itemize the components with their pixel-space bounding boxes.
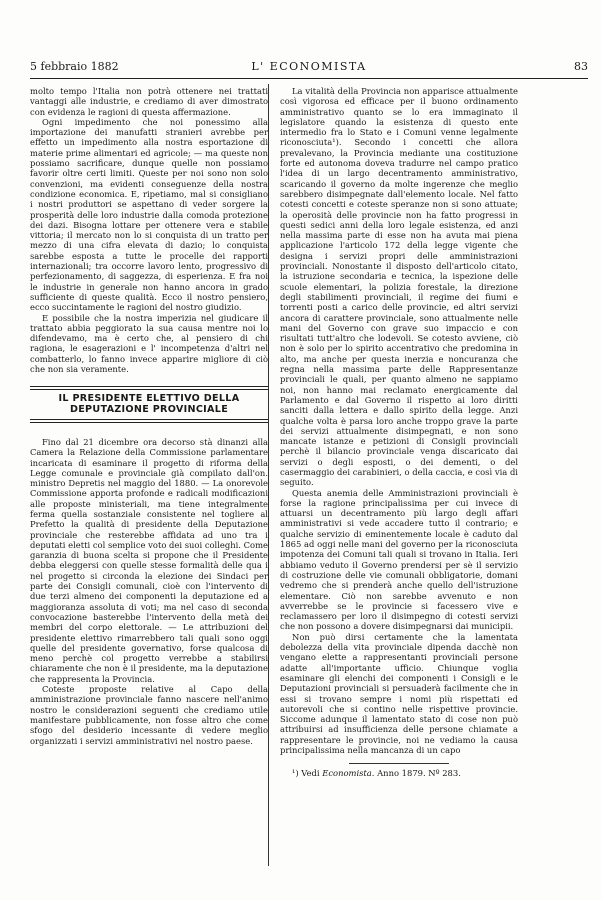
paragraph: Coteste proposte relative al Capo della amministrazione provinciale fanno nascere nell'animo nostro le considerazioni seguenti che crediamo utile manifestare pubblicamente, non fosse altro che come sfogo del desiderio incessante di vedere meglio organizzati i servizi amministrativi nel nostro paese. xyxy=(30,684,268,746)
footnote-rule xyxy=(349,763,449,764)
issue-date: 5 febbraio 1882 xyxy=(30,60,119,73)
paragraph: Fino dal 21 dicembre ora decorso stà dinanzi alla Camera la Relazione della Commissione parlamentare incaricata di esaminare il progetto di riforma della Legge comunale e provinciale già compilato dall'on. ministro Depretis nel maggio del 1880. — La onorevole Commissione apporta profonde e radicali modificazioni alle proposte ministeriali, ma tiene integralmente ferma quella sostanziale consistente nel togliere al Prefetto la qualità di presidente della Deputazione provinciale che resterebbe affidata ad uno tra i deputati eletti col semplice voto dei suoi colleghi. Come garanzia di buona scelta si propone che il Presidente debba eleggersi con quelle stesse formalità delle qua i nel progetto si circonda la elezione dei Sindaci per parte dei Consigli comunali, cioè con l'intervento di due terzi almeno dei componenti la deputazione ed a maggioranza assoluta di voti; ma nel caso di seconda convocazione basterebbe l'intervento della metà dei membri del corpo elettorale. — Le attribuzioni del presidente elettivo rimarrebbero tali quali sono oggi quelle del presidente governativo, forse qualcosa di meno perchè col progetto verrebbe a stabilirsi chiaramente che non è il presidente, ma la deputazione che rappresenta la Provincia. xyxy=(30,436,268,684)
paragraph: La vitalità della Provincia non apparisce attualmente così vigorosa ed efficace per il buono ordinamento amministrativo quanto se lo era immaginato il legislatore quando la esistenza di questo ente intermedio fra lo Stato e i Comuni venne legalmente riconosciuta¹). Secondo i concetti che allora prevalevano, la Provincia mediante una costituzione forte ed autonoma doveva tradurre nel campo pratico l'idea di un largo decentramento amministrativo, scaricando il governo da molte ingerenze che meglio sarebbero disimpegnate dall'elemento locale. Nel fatto cotesti concetti e coteste speranze non si sono attuate; la operosità delle provincie non ha fatto progressi in questi sedici anni della loro legale esistenza, ed anzi nella massima parte di esse non ha avuta mai piena applicazione l'articolo 172 della legge vigente che designa i servizi propri delle amministrazioni provinciali. Nonostante il disposto dell'articolo citato, la istruzione secondaria e tecnica, la ispezione delle scuole elementari, la polizia forestale, la direzione degli stabilimenti provinciali, il regime dei fiumi e torrenti posti a carico delle provincie, ed altri servizi ancora di carattere provinciale, sono attualmente nelle mani del Governo con grave suo impaccio e con risultati tutt'altro che lodevoli. Se cotesto avviene, ciò non è solo per lo spirito accentrativo che predomina in alto, ma anche per questa inerzia e noncuranza che regna nella massima parte delle Rappresentanze provinciali le quali, per quanto almeno ne sappiamo noi, non hanno mai reclamato energicamente dal Parlamento e dal Governo il rispetto ai loro diritti sanciti dalla lettera e dallo spirito della legge. Anzi qualche volta è parsa loro anche troppo grave la parte dei servizi attualmente disimpegnati, e non sono mancate istanze e petizioni di Consigli provinciali perchè il bilancio provinciale venga discaricato dai servizi o degli esposti, o dei dementi, o del casermaggio dei carabinieri, o della caccia, e così via di seguito. xyxy=(280,86,518,488)
right-column xyxy=(280,86,518,779)
column-divider xyxy=(268,84,269,866)
journal-title: L' ECONOMISTA xyxy=(251,60,367,73)
paragraph: Non può dirsi certamente che la lamentata debolezza della vita provinciale dipenda dacchè non vengano elette a rappresentanti provinciali persone adatte all'importante ufficio. Chiunque voglia esaminare gli elenchi dei componenti i Consigli e le Deputazioni provinciali si persuaderà facilmente che in essi si trovano sempre i nomi più rispettati ed autorevoli che si contino nelle rispettive provincie. Siccome adunque il lamentato stato di cose non può attribuirsi ad insufficienza delle persone chiamate a rappresentare le provincie, noi ne vediamo la causa principalissima nella mancanza di un capo xyxy=(280,631,518,755)
section-heading-box xyxy=(30,386,268,423)
footnote-prefix: ¹) Vedi xyxy=(292,768,323,779)
paragraph: Ogni impedimento che noi ponessimo alla importazione dei manufatti stranieri avrebbe per effetto un impedimento alla nostra esportazione di materie prime alimentari ed agricole; — ma queste non possiamo sacrificare, dunque quelle non possiamo favorir oltre certi limiti. Queste per noi sono non solo convenzioni, ma evidenti conseguenze della nostra condizione economica. E, ripetiamo, mal si consigliano i nostri produttori se aspettano di veder sorgere la prosperità delle loro industrie dalla comoda protezione dei dazi. Bisogna lottare per ottenere vera e stabile vittoria; il mercato non lo si conquista di un tratto per mezzo di una cifra elevata di dazio; lo conquista sarebbe esposta a tutte le procelle dei rapporti internazionali; tra occorre lavoro lento, progressivo di perfezionamento, di saggezza, di esperienza. E fra noi le industrie in generale non hanno ancora in grado sufficiente di queste qualità. Ecco il nostro pensiero, ecco succintamente le ragioni del nostro giudizio. xyxy=(30,116,268,313)
footnote-reference: . Anno 1879. Nº 283. xyxy=(371,768,461,779)
section-title: IL PRESIDENTE ELETTIVO DELLA DEPUTAZIONE PROVINCIALE xyxy=(58,393,240,415)
left-column xyxy=(30,86,268,746)
page-number: 83 xyxy=(574,60,588,73)
footnote-journal: Economista xyxy=(322,768,372,779)
header-rule xyxy=(30,78,588,79)
footnote xyxy=(280,768,518,778)
paragraph: molto tempo l'Italia non potrà ottenere nei trattati vantaggi alle industrie, e crediamo di aver dimostrato con evidenza le ragioni di questa affermazione. xyxy=(30,86,268,117)
paragraph: E possibile che la nostra imperizia nel giudicare il trattato abbia peggiorato la sua causa mentre noi lo difendevamo, ma è certo che, al pensiero di chi ragiona, le esagerazioni e l' incompetenza d'altri nel combatterlo, lo fanno invece apparire migliore di ciò che non sia veramente. xyxy=(30,312,268,375)
page-header xyxy=(30,60,588,78)
paragraph: Questa anemia delle Amministrazioni provinciali è forse la ragione principalissima per cui invece di attuarsi un decentramento più largo degli affari amministrativi si vede accadere tutto il contrario; e qualche servizio di eminentemente locale è caduto dal 1865 ad oggi nelle mani del governo per la riconosciuta impotenza dei Comuni tali quali si trovano in Italia. Ieri abbiamo veduto il Governo prendersi per sè il servizio di costruzione delle vie comunali obbligatorie, domani vedremo che si prenderà anche quello dell'istruzione elementare. Ciò non sarebbe avvenuto e non avverrebbe se le provincie si facessero vive e reclamassero per loro il disimpegno di cotesti servizi che non possono a dovere disimpegnarsi dai municipii. xyxy=(280,487,518,632)
